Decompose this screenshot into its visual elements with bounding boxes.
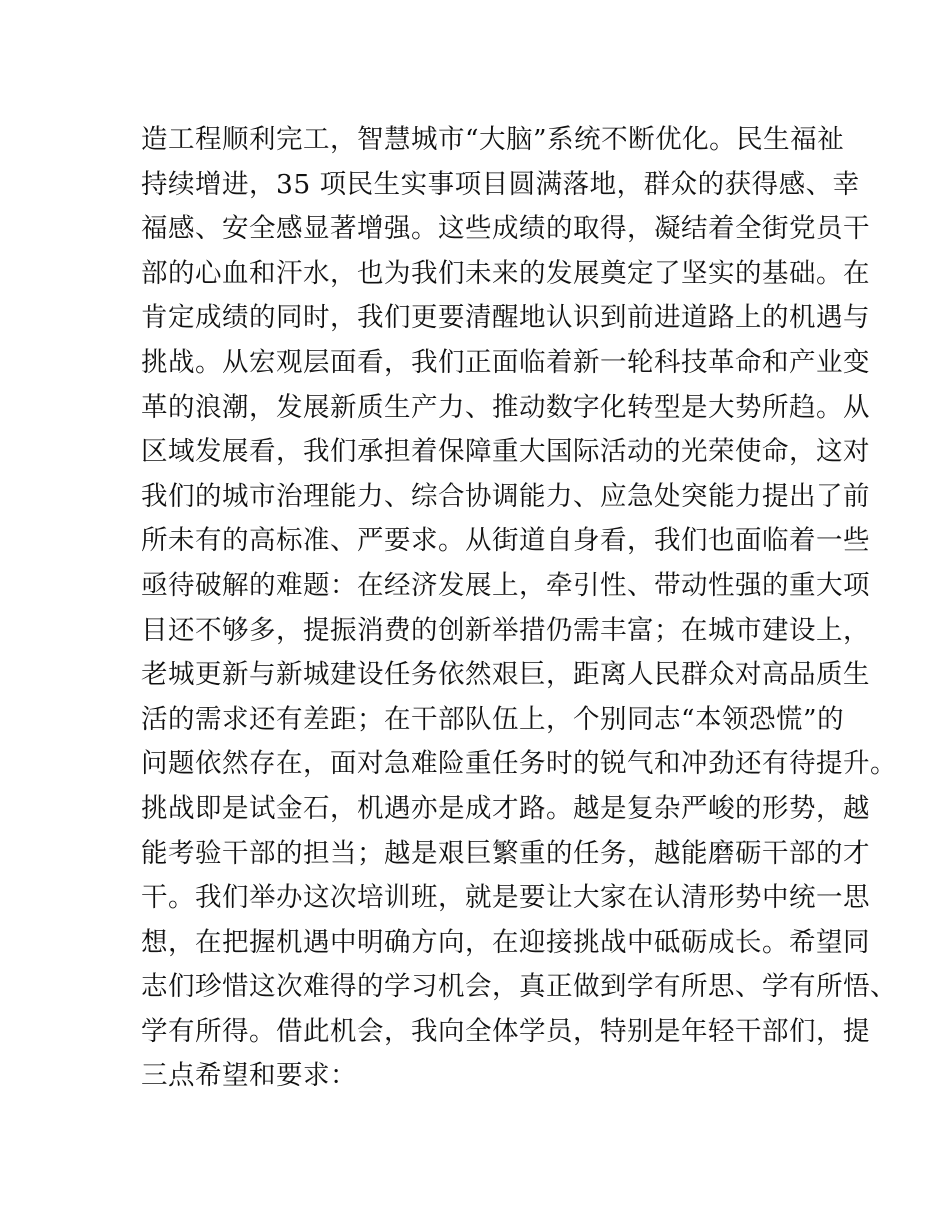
text-line: 造工程顺利完工，智慧城市“大脑”系统不断优化。民生福祉 — [141, 124, 845, 155]
body-paragraph — [141, 118, 897, 1099]
text-line: 志们珍惜这次难得的学习机会，真正做到学有所思、学有所悟、 — [141, 971, 897, 1003]
text-line: 想，在把握机遇中明确方向，在迎接挑战中砥砺成长。希望同 — [141, 926, 870, 958]
text-line: 福感、安全感显著增强。这些成绩的取得，凝结着全街党员干 — [141, 213, 870, 245]
text-line: 目还不够多，提振消费的创新举措仍需丰富；在城市建设上， — [141, 614, 870, 646]
text-line: 干。我们举办这次培训班，就是要让大家在认清形势中统一思 — [141, 882, 870, 914]
text-line: 老城更新与新城建设任务依然艰巨，距离人民群众对高品质生 — [141, 659, 870, 691]
text-line: 亟待破解的难题：在经济发展上，牵引性、带动性强的重大项 — [141, 569, 870, 601]
text-line: 区域发展看，我们承担着保障重大国际活动的光荣使命，这对 — [141, 436, 870, 468]
text-line: 能考验干部的担当；越是艰巨繁重的任务，越能磨砺干部的才 — [141, 837, 870, 869]
text-line: 持续增进，35 项民生实事项目圆满落地，群众的获得感、幸 — [141, 168, 860, 200]
text-line: 学有所得。借此机会，我向全体学员，特别是年轻干部们，提 — [141, 1015, 870, 1047]
text-line: 肯定成绩的同时，我们更要清醒地认识到前进道路上的机遇与 — [141, 302, 870, 334]
text-line: 挑战。从宏观层面看，我们正面临着新一轮科技革命和产业变 — [141, 346, 870, 378]
text-line: 问题依然存在，面对急难险重任务时的锐气和冲劲还有待提升。 — [141, 748, 897, 780]
text-line: 部的心血和汗水，也为我们未来的发展奠定了坚实的基础。在 — [141, 257, 870, 289]
text-line: 所未有的高标准、严要求。从街道自身看，我们也面临着一些 — [141, 525, 870, 557]
text-line: 革的浪潮，发展新质生产力、推动数字化转型是大势所趋。从 — [141, 391, 870, 423]
text-line: 挑战即是试金石，机遇亦是成才路。越是复杂严峻的形势，越 — [141, 792, 870, 824]
text-line: 活的需求还有差距；在干部队伍上，个别同志“本领恐慌”的 — [141, 703, 845, 735]
text-line: 三点希望和要求： — [141, 1060, 357, 1092]
text-line: 我们的城市治理能力、综合协调能力、应急处突能力提出了前 — [141, 480, 870, 512]
